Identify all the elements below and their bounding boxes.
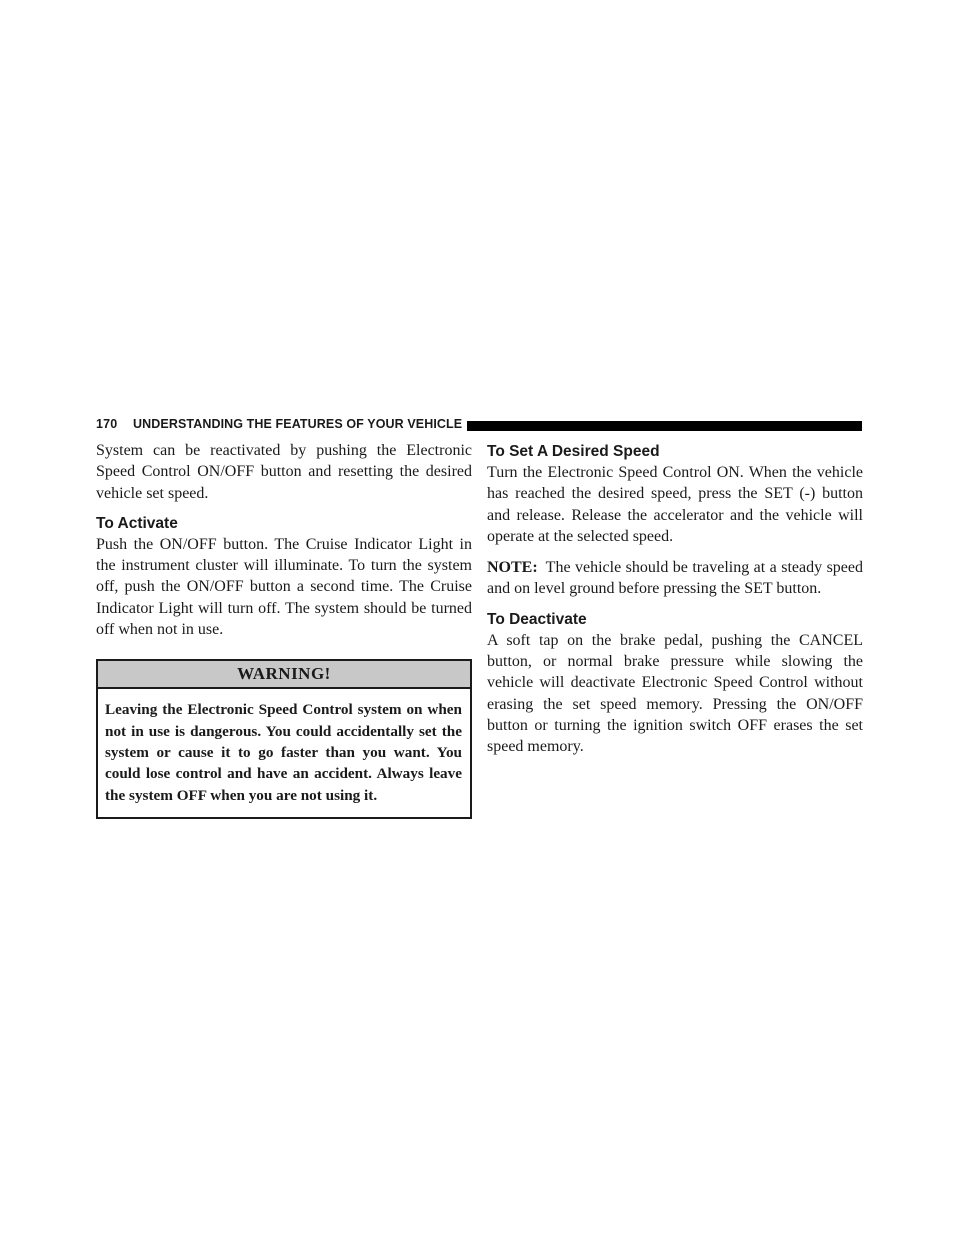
warning-text: Leaving the Electronic Speed Control system on when not in use is dangerous. You could accidentally set the system or cause it to go faster than you want. You could lose control and have an accident. Always leave the system OFF when you are not using it. (105, 701, 462, 804)
warning-box (96, 659, 472, 818)
set-speed-heading: To Set A Desired Speed (487, 443, 660, 460)
activate-paragraph: Push the ON/OFF button. The Cruise Indicator Light in the instrument cluster will illuminate. To turn the system off, push the ON/OFF button a second time. The Cruise Indicator Light will turn off. The system should be turned off when not in use. (96, 535, 472, 639)
left-column (96, 440, 472, 819)
section-title: UNDERSTANDING THE FEATURES OF YOUR VEHICLE (133, 417, 463, 431)
note-paragraph (487, 557, 863, 600)
deactivate-heading: To Deactivate (487, 610, 587, 628)
note-label: NOTE: (487, 559, 538, 577)
intro-paragraph: System can be reactivated by pushing the Electronic Speed Control ON/OFF button and resetting the desired vehicle set speed. (96, 442, 472, 502)
activate-heading: To Activate (96, 514, 178, 532)
right-column (487, 440, 863, 758)
note-text: The vehicle should be traveling at a steady speed and on level ground before pressing the SET button. (487, 559, 863, 598)
warning-title: WARNING! (98, 661, 470, 689)
header-rule-bar (467, 421, 862, 431)
deactivate-paragraph: A soft tap on the brake pedal, pushing the CANCEL button, or normal brake pressure while slowing the vehicle will deactivate Electronic Speed Control without erasing the set speed memory. Pressing the ON/OFF button or turning the ignition switch OFF erases the set speed memory. (487, 631, 863, 756)
page-header (96, 416, 862, 436)
page-number: 170 (96, 417, 118, 431)
set-speed-paragraph: Turn the Electronic Speed Control ON. When the vehicle has reached the desired speed, press the SET (-) button and release. Release the accelerator and the vehicle will operate at the selected speed. (487, 464, 863, 545)
